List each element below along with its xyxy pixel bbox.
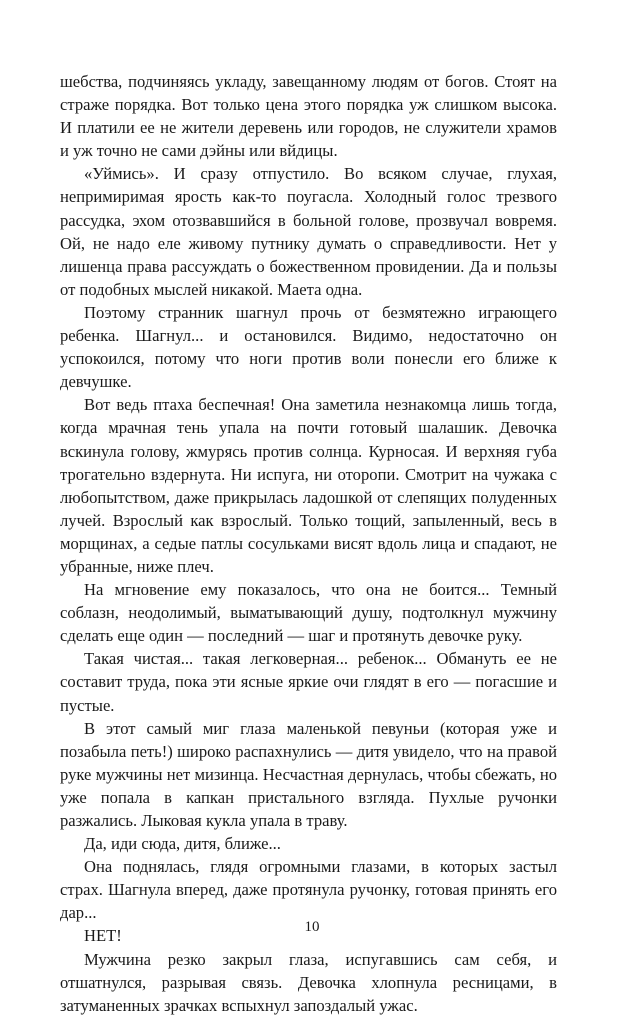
paragraph-10: НЕТ! xyxy=(84,926,122,946)
paragraph-2: «Уймись». И сразу отпустило. Во всяком случае, глухая, непримиримая ярость как-то поугасла. Холодный голос трезвого рассудка, эхом отозвавшийся в больной голове, прозвучал вовремя. Ой, не надо еле живому путнику думать о справедливости. Нет у лишенца права рассуждать о божественном провидении. Да и пользы от подобных мыслей никакой. Маета одна. xyxy=(60,164,557,299)
paragraph-9: Она поднялась, глядя огромными глазами, в которых застыл страх. Шагнула вперед, даже протянула ручонку, готовая принять его дар... xyxy=(60,857,557,923)
page-text xyxy=(60,70,557,1017)
paragraph-1: шебства, подчиняясь укладу, завещанному людям от богов. Стоят на страже порядка. Вот только цена этого порядка уж слишком высока. И платили ее не жители деревень или городов, не служители храмов и уж точно не сами дэйны или вйдицы. xyxy=(60,72,557,161)
paragraph-11: Мужчина резко закрыл глаза, испугавшись сам себя, и отшатнулся, разрывая связь. Девочка хлопнула ресницами, в затуманенных зрачках вспыхнул запоздалый ужас. xyxy=(60,949,557,1015)
paragraph-8: Да, иди сюда, дитя, ближе... xyxy=(84,834,281,854)
paragraph-4: Вот ведь птаха беспечная! Она заметила незнакомца лишь тогда, когда мрачная тень упала на почти готовый шалашик. Девочка вскинула голову, жмурясь против солнца. Курносая. И верхняя губа трогательно вздернута. Ни испуга, ни оторопи. Смотрит на чужака с любопытством, даже прикрылась ладошкой от слепящих полуденных лучей. Взрослый как взрослый. Только тощий, запыленный, весь в морщинах, а седые патлы сосульками висят вдоль лица и спадают, не убранные, ниже плеч. xyxy=(60,395,557,576)
paragraph-3: Поэтому странник шагнул прочь от безмятежно играющего ребенка. Шагнул... и остановился. Видимо, недостаточно он успокоился, потому что ноги против воли понесли его ближе к девчушке. xyxy=(60,302,557,392)
page-number: 10 xyxy=(304,919,320,935)
paragraph-7: В этот самый миг глаза маленькой певуньи (которая уже и позабыла петь!) широко распахнулись — дитя увидело, что на правой руке мужчины нет мизинца. Несчастная дернулась, чтобы сбежать, но уже попала в капкан пристального взгляда. Пухлые ручонки разжались. Лыковая кукла упала в траву. xyxy=(60,718,557,830)
paragraph-6: Такая чистая... такая легковерная... ребенок... Обмануть ее не составит труда, пока эти ясные яркие очи глядят в его — погасшие и пустые. xyxy=(60,649,557,715)
paragraph-5: На мгновение ему показалось, что она не боится... Темный соблазн, неодолимый, выматывающий душу, подтолкнул мужчину сделать еще один — последний — шаг и протянуть девочке руку. xyxy=(60,580,557,646)
